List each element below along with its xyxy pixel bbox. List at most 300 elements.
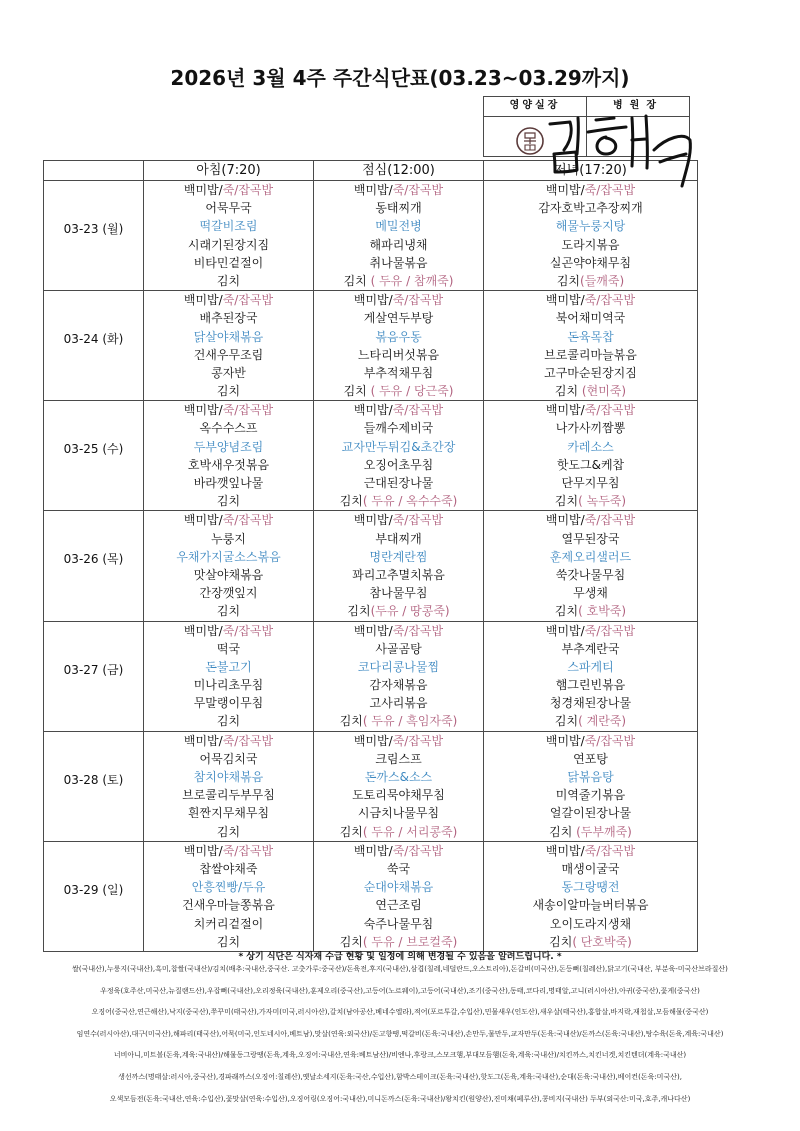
menu-item-name: 해물누룽지탕	[555, 219, 626, 234]
menu-item-option: ( 두유 / 참깨죽)	[366, 273, 454, 288]
menu-item	[144, 181, 313, 199]
menu-item-option: 죽/잡곡밥	[392, 843, 444, 858]
menu-item-name: 새송이알마늘버터볶음	[532, 898, 649, 913]
dinner-cell	[484, 181, 698, 291]
date-cell: 03-27 (금)	[44, 621, 144, 731]
menu-item-option: 죽/잡곡밥	[222, 623, 274, 638]
menu-item	[144, 915, 313, 933]
menu-item-name: 감자채볶음	[369, 678, 428, 693]
menu-item-name: 미나리초무침	[193, 678, 264, 693]
menu-item	[144, 823, 313, 841]
menu-item	[144, 584, 313, 602]
menu-item	[484, 676, 697, 694]
day-row	[44, 181, 698, 291]
menu-item	[144, 694, 313, 712]
menu-item	[484, 401, 697, 419]
menu-item	[484, 364, 697, 382]
menu-item-name: 김치	[549, 934, 573, 949]
day-row	[44, 401, 698, 511]
nutrition-head-label: 영양실장	[484, 97, 587, 116]
menu-item-name: 쑥국	[386, 861, 411, 876]
day-row	[44, 621, 698, 731]
menu-item	[144, 236, 313, 254]
menu-item-option: 죽/잡곡밥	[392, 403, 444, 418]
menu-item	[144, 860, 313, 878]
menu-item	[484, 694, 697, 712]
origin-line	[50, 981, 750, 1003]
menu-item-name: 김치	[216, 494, 241, 509]
menu-item-name: 백미밥/	[183, 733, 223, 748]
menu-item	[144, 199, 313, 217]
dinner-cell	[484, 621, 698, 731]
header-row	[44, 161, 698, 181]
menu-item	[144, 492, 313, 510]
director-label: 병원장	[613, 100, 663, 111]
menu-item	[314, 511, 483, 529]
menu-item-name: 오이도라지생채	[549, 916, 632, 931]
origin-info	[50, 959, 750, 1110]
menu-item	[144, 511, 313, 529]
menu-item-name: 맛살야채볶음	[193, 567, 264, 582]
menu-item	[314, 915, 483, 933]
menu-item-name: 백미밥/	[545, 403, 585, 418]
menu-item	[314, 530, 483, 548]
menu-item-name: 옥수수스프	[199, 421, 258, 436]
menu-item-option: ( 단호박죽)	[572, 934, 632, 949]
menu-item-name: 바라깻잎나물	[193, 476, 264, 490]
breakfast-cell	[144, 731, 314, 841]
official-seal	[515, 126, 545, 156]
menu-item-name: 비타민겉절이	[193, 255, 264, 270]
menu-item-name: 취나물볶음	[369, 255, 428, 270]
menu-item-name: 콩자반	[211, 365, 246, 380]
menu-item	[144, 878, 313, 896]
date-cell: 03-23 (월)	[44, 181, 144, 291]
menu-item-name: 동태찌개	[375, 201, 422, 216]
menu-item-name: 고사리볶음	[369, 696, 428, 711]
menu-item	[484, 896, 697, 914]
menu-item-option: 죽/잡곡밥	[584, 623, 636, 638]
menu-item	[484, 272, 697, 290]
menu-item	[144, 438, 313, 456]
menu-item-name: 떡국	[216, 641, 241, 656]
lunch-cell	[314, 291, 484, 401]
menu-item-name: 찹쌀야채죽	[199, 861, 258, 876]
header-breakfast: 아침(7:20)	[144, 161, 314, 181]
menu-item-name: 꽈리고추멸치볶음	[352, 567, 445, 582]
menu-item	[314, 254, 483, 272]
menu-item-name: 핫도그&케찹	[556, 457, 625, 472]
menu-item-option: 죽/잡곡밥	[222, 843, 274, 858]
menu-item-name: 두부양념조림	[193, 439, 264, 454]
menu-item	[144, 474, 313, 492]
menu-item	[144, 786, 313, 804]
menu-item	[484, 786, 697, 804]
menu-item-name: 얼갈이된장나물	[549, 806, 632, 821]
dinner-cell	[484, 401, 698, 511]
approval-header	[484, 97, 689, 117]
menu-item	[314, 694, 483, 712]
menu-item	[314, 823, 483, 841]
menu-item	[484, 492, 697, 510]
menu-item-name: 누룽지	[211, 531, 246, 546]
menu-item	[484, 382, 697, 400]
origin-line	[50, 1002, 750, 1024]
menu-item-name: 닭볶음탕	[567, 770, 614, 784]
menu-item-option: 죽/잡곡밥	[584, 403, 636, 418]
breakfast-cell	[144, 401, 314, 511]
menu-item	[484, 804, 697, 822]
menu-item-option: 죽/잡곡밥	[222, 733, 274, 748]
menu-item-name: 느타리버섯볶음	[357, 347, 440, 362]
menu-item-name: 나가사끼짬뽕	[555, 421, 626, 436]
menu-item	[314, 933, 483, 951]
menu-item-name: 김치	[339, 494, 363, 509]
menu-item-name: 치커리겉절이	[193, 916, 264, 931]
notice-text: * 상기 식단은 식자재 수급 현황 및 일정에 의해 변경될 수 있음을 알려드립니다. *	[238, 952, 562, 962]
menu-item-name: 돈불고기	[205, 659, 252, 674]
menu-item-name: 볶음우동	[375, 329, 422, 344]
origin-line-text: 오징어(중국산,연근해산),낙지(중국산),쭈꾸미(태국산),가자미(미국,러시아산),갈치(남아공산,베네수엘라),적어(포르투갈,수입산),민물새우(인도산),새우살(태국산),홍합살,바지락,재첩살,모듬해물(중국산)	[91, 1008, 709, 1017]
menu-item	[144, 732, 313, 750]
menu-item-option: 죽/잡곡밥	[222, 513, 274, 528]
origin-line-text: 오색모듬전(돈육:국내산,연육:수입산),꽃맛살(연육:수입산),오징어링(오징어:국내산),미니돈까스(돈육:국내산)/왕치킨(원양산),진미채(페루산),콩비지(국내산) 두부(외국산:미국,호주,캐나다산)	[109, 1094, 691, 1103]
menu-item-name: 김치	[339, 824, 363, 839]
lunch-cell	[314, 181, 484, 291]
menu-item-name: 어묵김치국	[199, 751, 258, 766]
menu-item	[144, 842, 313, 860]
origin-line-text: 우정육(호주산,미국산,뉴질랜드산),우잡뼈(국내산),오리정육(국내산),훈제오리(중국산),고등어(노르웨이),고등어(국내산),조기(중국산),동태,코다리,명태알,고니(러시아산),아귀(중국산),꽃게(중국산)	[100, 986, 700, 995]
menu-item-name: 김치	[343, 273, 367, 288]
menu-item	[314, 640, 483, 658]
menu-item-name: 브로콜리두부무침	[182, 788, 275, 803]
menu-item-name: 북어채미역국	[555, 311, 626, 326]
menu-item	[484, 842, 697, 860]
menu-item-name: 근대된장나물	[363, 476, 434, 490]
menu-item-name: 실곤약야채무침	[549, 255, 632, 270]
menu-item-name: 도라지볶음	[561, 237, 620, 252]
menu-item-option: (현미죽)	[578, 384, 627, 399]
menu-item	[314, 401, 483, 419]
breakfast-cell	[144, 181, 314, 291]
menu-item	[484, 750, 697, 768]
menu-item-name: 백미밥/	[183, 513, 223, 528]
menu-item-name: 게살연두부탕	[363, 311, 434, 326]
menu-item	[314, 181, 483, 199]
menu-item-name: 햄그린빈볶음	[555, 678, 626, 693]
dinner-cell	[484, 731, 698, 841]
menu-item-name: 도토리묵야채무침	[352, 788, 445, 803]
day-row	[44, 841, 698, 951]
menu-item	[144, 309, 313, 327]
menu-body	[44, 181, 698, 952]
breakfast-cell	[144, 621, 314, 731]
origin-line-text: 쌀(국내산),누룽지(국내산),흑미,찹쌀(국내산)/김치(배추:국내산,중국산. 고춧가루:중국산)/돈육전,후지(국내산),삼겹(칠레,네덜란드,오스트리아),돈갈비(미국산),돈등뼈(칠레산),닭고기(국내산, 부분육-미국산브라질산)	[72, 965, 728, 973]
menu-item-option: 죽/잡곡밥	[392, 733, 444, 748]
menu-item	[144, 254, 313, 272]
lunch-cell	[314, 401, 484, 511]
menu-item-name: 백미밥/	[183, 843, 223, 858]
menu-item-name: 참나물무침	[369, 586, 428, 601]
menu-item-name: 백미밥/	[183, 293, 223, 308]
menu-item-name: 동그랑땡전	[561, 880, 620, 895]
menu-item	[144, 640, 313, 658]
menu-item-name: 백미밥/	[353, 293, 393, 308]
menu-item	[484, 291, 697, 309]
menu-item-name: 김치	[554, 604, 579, 619]
menu-item-name: 김치	[216, 604, 241, 619]
menu-item	[144, 896, 313, 914]
menu-item-name: 고구마순된장지짐	[544, 365, 637, 380]
menu-item-name: 백미밥/	[353, 183, 393, 197]
menu-item	[484, 768, 697, 786]
menu-item	[484, 236, 697, 254]
menu-item	[484, 456, 697, 474]
menu-item-option: 죽/잡곡밥	[222, 293, 274, 308]
breakfast-cell	[144, 841, 314, 951]
menu-item	[314, 622, 483, 640]
menu-item-option: (들깨죽)	[580, 273, 625, 288]
menu-item-name: 스파게티	[567, 659, 614, 674]
breakfast-cell	[144, 511, 314, 621]
menu-item	[484, 346, 697, 364]
menu-item	[314, 584, 483, 602]
lunch-cell	[314, 841, 484, 951]
menu-item-name: 김치	[216, 384, 241, 399]
menu-item-option: ( 두유 / 흑임자죽)	[362, 714, 458, 729]
menu-item	[314, 548, 483, 566]
menu-item-name: 돈까스&소스	[364, 770, 433, 784]
menu-item-name: 무말랭이무침	[193, 696, 264, 711]
menu-item	[484, 878, 697, 896]
menu-item-name: 들깨수제비국	[363, 421, 434, 436]
menu-item-option: 죽/잡곡밥	[222, 183, 274, 197]
menu-item-option: 죽/잡곡밥	[392, 293, 444, 308]
menu-item-name: 청경채된장나물	[549, 696, 632, 711]
menu-item-name: 순대야채볶음	[363, 880, 434, 895]
menu-item-name: 김치	[554, 384, 579, 399]
menu-item-name: 김치	[554, 494, 579, 509]
menu-item	[484, 823, 697, 841]
menu-item	[144, 658, 313, 676]
origin-line-text: 임연수(러시아산),대구(미국산),해파리(태국산),어묵(미국,인도네시아,베트남),맛살(연육:외국산)/돈고향땡,떡갈비(돈육:국내산),손만두,물만두,교자만두(돈육:국내산)/돈까스(돈육:국내산),탕수육(돈육,계육:국내산)	[76, 1029, 724, 1038]
date-cell: 03-26 (목)	[44, 511, 144, 621]
menu-item	[484, 548, 697, 566]
menu-item-name: 김치	[556, 273, 581, 288]
day-row	[44, 511, 698, 621]
menu-item-option: 죽/잡곡밥	[584, 843, 636, 858]
menu-item-name: 무생채	[573, 586, 608, 601]
menu-item-name: 오징어초무침	[363, 457, 434, 472]
menu-item-name: 건새우무조림	[193, 347, 264, 362]
menu-item	[484, 419, 697, 437]
menu-item-name: 브로콜리마늘볶음	[544, 347, 637, 362]
menu-item-name: 김치	[216, 714, 241, 729]
menu-item-option: 죽/잡곡밥	[222, 403, 274, 418]
menu-item	[314, 658, 483, 676]
menu-item	[484, 584, 697, 602]
menu-item-name: 김치	[549, 824, 573, 839]
menu-item-name: 크림스프	[375, 751, 422, 766]
menu-item	[484, 640, 697, 658]
menu-item	[144, 291, 313, 309]
menu-item-name: 감자호박고추장찌개	[538, 201, 643, 216]
origin-line	[50, 1067, 750, 1089]
menu-item	[314, 750, 483, 768]
menu-item	[144, 328, 313, 346]
menu-item-name: 김치	[339, 714, 363, 729]
menu-item-name: 백미밥/	[545, 513, 585, 528]
menu-item-name: 백미밥/	[353, 513, 393, 528]
menu-item	[144, 346, 313, 364]
menu-item	[484, 658, 697, 676]
menu-item-name: 부대찌개	[375, 531, 422, 546]
menu-item-option: ( 두유 / 당근죽)	[366, 384, 454, 399]
menu-item	[484, 181, 697, 199]
menu-item	[484, 712, 697, 730]
menu-item-option: 죽/잡곡밥	[584, 513, 636, 528]
breakfast-cell	[144, 291, 314, 401]
menu-item	[144, 566, 313, 584]
menu-item	[144, 548, 313, 566]
menu-item-name: 김치	[216, 273, 241, 288]
menu-item-name: 호박새우젓볶음	[187, 457, 270, 472]
menu-item-name: 참치야채볶음	[193, 770, 264, 784]
menu-item-option: ( 계란죽)	[578, 714, 627, 729]
page-title: 2026년 3월 4주 주간식단표(03.23~03.29까지)	[170, 66, 630, 90]
menu-item-name: 백미밥/	[545, 293, 585, 308]
menu-item	[484, 915, 697, 933]
date-cell: 03-29 (일)	[44, 841, 144, 951]
date-cell: 03-24 (화)	[44, 291, 144, 401]
menu-item-option: 죽/잡곡밥	[392, 623, 444, 638]
menu-item-name: 백미밥/	[353, 623, 393, 638]
menu-item	[144, 272, 313, 290]
menu-item-name: 흰짠지무채무침	[187, 806, 270, 821]
menu-item	[314, 382, 483, 400]
menu-item	[314, 199, 483, 217]
menu-item-name: 우채가지굴소스볶음	[176, 549, 281, 564]
menu-item	[484, 933, 697, 951]
menu-item	[314, 676, 483, 694]
menu-item-name: 부추적채무침	[363, 365, 434, 380]
menu-item-option: 죽/잡곡밥	[584, 293, 636, 308]
menu-item-name: 김치	[343, 384, 367, 399]
menu-item	[144, 750, 313, 768]
day-row	[44, 731, 698, 841]
menu-item-name: 훈제오리샐러드	[549, 549, 632, 564]
menu-item-option: 죽/잡곡밥	[392, 183, 444, 197]
menu-item-name: 시래기된장지짐	[187, 237, 270, 252]
menu-item-name: 김치	[554, 714, 579, 729]
menu-item	[144, 530, 313, 548]
menu-item-name: 해파리냉채	[369, 237, 428, 252]
menu-item	[314, 804, 483, 822]
origin-line-text: 생선까스(명태살:러시아,중국산),경파래까스(오징어:칠레산),옛날소세지(돈육:국산,수입산),함박스테이크(돈육:국내산),핫도그(돈육,계육:국내산),순대(돈육:국내산),베이컨(돈육:미국산),	[118, 1072, 682, 1081]
menu-item	[314, 272, 483, 290]
menu-item	[144, 602, 313, 620]
menu-item-name: 떡갈비조림	[199, 219, 258, 234]
menu-item	[484, 511, 697, 529]
menu-item	[144, 456, 313, 474]
menu-item-option: ( 두유 / 서리콩죽)	[362, 824, 458, 839]
menu-item	[314, 786, 483, 804]
menu-item-name: 매생이굴국	[561, 861, 620, 876]
menu-item-name: 연포탕	[573, 751, 608, 766]
menu-item	[484, 254, 697, 272]
menu-item	[484, 199, 697, 217]
menu-item	[314, 419, 483, 437]
lunch-cell	[314, 511, 484, 621]
menu-item-option: 죽/잡곡밥	[584, 733, 636, 748]
menu-item	[314, 328, 483, 346]
menu-item-name: 백미밥/	[183, 183, 223, 197]
menu-item	[314, 474, 483, 492]
director-sign-cell	[587, 117, 689, 157]
menu-item	[314, 217, 483, 235]
menu-item-name: 어묵무국	[205, 201, 252, 216]
menu-item	[314, 842, 483, 860]
menu-item	[144, 712, 313, 730]
menu-item-name: 백미밥/	[545, 843, 585, 858]
menu-item-name: 백미밥/	[545, 623, 585, 638]
menu-item-name: 열무된장국	[561, 531, 620, 546]
menu-item-name: 미역줄기볶음	[555, 788, 626, 803]
date-cell: 03-28 (토)	[44, 731, 144, 841]
menu-item-option: 죽/잡곡밥	[584, 183, 636, 197]
menu-item	[314, 566, 483, 584]
menu-item-name: 코다리콩나물찜	[357, 659, 440, 674]
menu-item	[314, 346, 483, 364]
menu-item	[144, 401, 313, 419]
lunch-cell	[314, 621, 484, 731]
menu-item-name: 간장깻잎지	[199, 586, 258, 601]
menu-item-name: 김치	[216, 934, 241, 949]
menu-item	[484, 530, 697, 548]
menu-item-name: 닭살야채볶음	[193, 329, 264, 344]
menu-item-option: 죽/잡곡밥	[392, 513, 444, 528]
menu-item	[314, 309, 483, 327]
menu-item-option: ( 두유 / 브로컬죽)	[362, 934, 458, 949]
day-row	[44, 291, 698, 401]
menu-item	[314, 878, 483, 896]
header-dinner: 저녁(17:20)	[484, 161, 698, 181]
menu-item-name: 김치	[347, 604, 371, 619]
menu-item-name: 메밀전병	[375, 219, 422, 234]
header-lunch: 점심(12:00)	[314, 161, 484, 181]
origin-line	[50, 1089, 750, 1111]
menu-item-name: 쑥갓나물무침	[555, 567, 626, 582]
menu-item	[144, 382, 313, 400]
menu-item	[484, 732, 697, 750]
menu-item-option: ( 두유 / 옥수수죽)	[362, 494, 458, 509]
menu-item	[484, 217, 697, 235]
menu-item-name: 숙주나물무침	[363, 916, 434, 931]
menu-item	[144, 622, 313, 640]
menu-item	[144, 804, 313, 822]
origin-line	[50, 1045, 750, 1067]
menu-item	[314, 438, 483, 456]
menu-item-name: 백미밥/	[353, 843, 393, 858]
header-corner	[44, 161, 144, 181]
dinner-cell	[484, 291, 698, 401]
menu-item-name: 백미밥/	[183, 623, 223, 638]
menu-item	[484, 602, 697, 620]
menu-item	[144, 217, 313, 235]
menu-item-name: 돈육목찹	[567, 329, 614, 344]
menu-item	[484, 328, 697, 346]
menu-item-name: 카레소스	[567, 439, 614, 454]
